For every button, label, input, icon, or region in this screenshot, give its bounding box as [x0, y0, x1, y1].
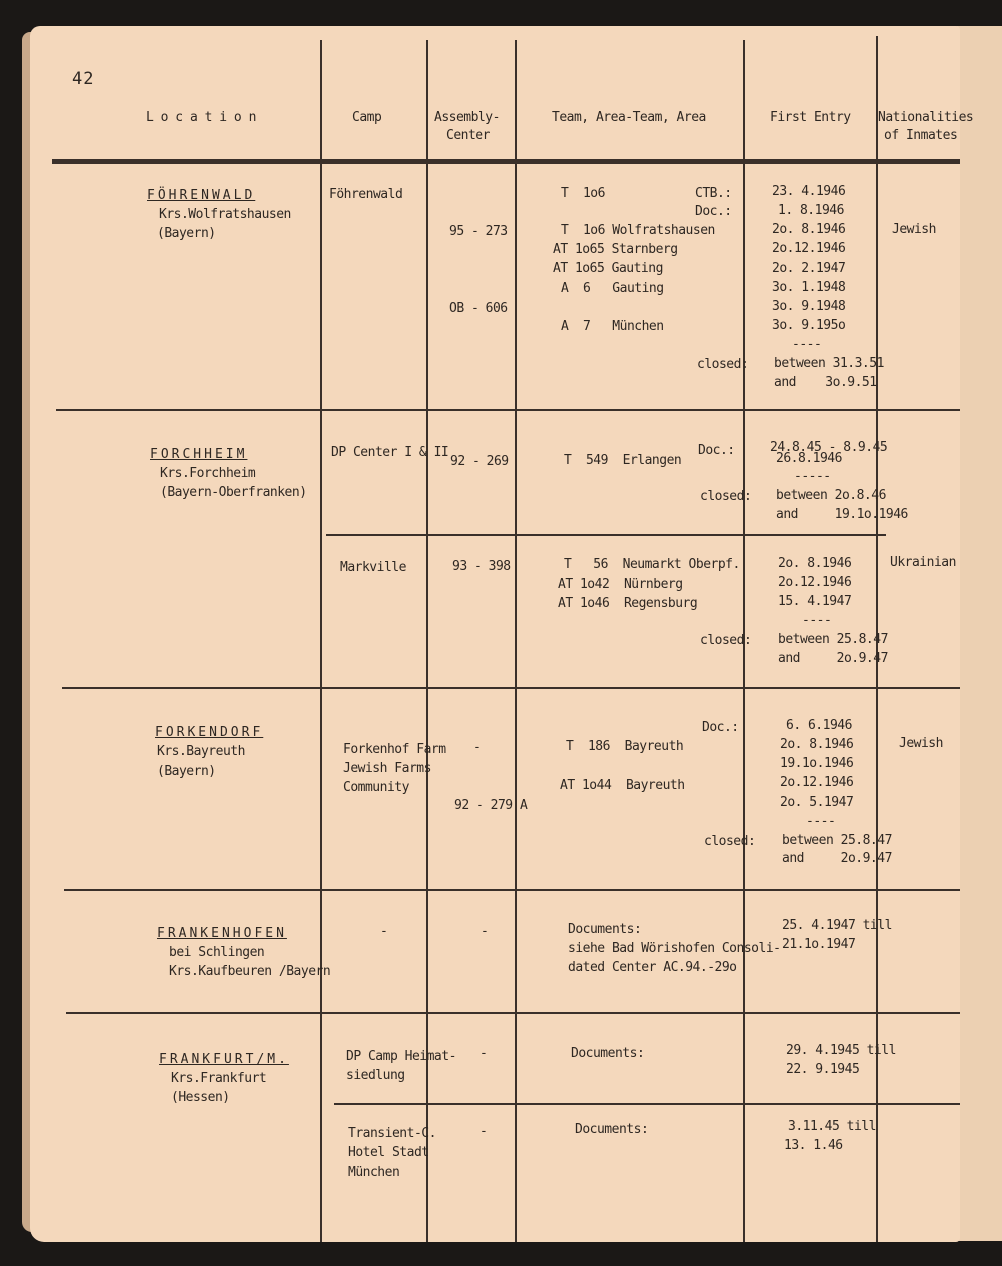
location-district: bei Schlingen — [169, 945, 265, 960]
location-district: Krs.Wolfratshausen — [159, 207, 291, 222]
camp-name: Transient-C. — [348, 1126, 436, 1141]
header-nationalities-1: Nationalities — [878, 110, 974, 125]
team-entry: AT 1o65 Starnberg — [553, 242, 678, 257]
entry-dash: ---- — [792, 337, 822, 352]
entry-date: 25. 4.1947 till — [782, 918, 892, 933]
entry-date: 15. 4.1947 — [778, 594, 852, 609]
assembly-center: OB - 606 — [449, 301, 508, 316]
closed-between: between 25.8.47 — [782, 833, 892, 848]
location-region: (Bayern-Oberfranken) — [160, 485, 307, 500]
location-district: Krs.Frankfurt — [171, 1071, 267, 1086]
entry-date: 2o. 8.1946 — [772, 222, 846, 237]
location-name: FORCHHEIM — [150, 447, 248, 462]
header-nationalities-2: of Inmates — [884, 128, 958, 143]
header-location: L o c a t i o n — [146, 110, 256, 125]
closed-between: between 25.8.47 — [778, 632, 888, 647]
nationality: Jewish — [892, 222, 936, 237]
header-team: Team, Area-Team, Area — [552, 110, 706, 125]
assembly-center: - — [480, 1046, 488, 1061]
entry-date: 2o. 8.1946 — [778, 556, 852, 571]
row-rule-2 — [62, 687, 960, 689]
doc-label: Doc.: — [695, 204, 732, 219]
closed-and: and 3o.9.51 — [774, 375, 877, 390]
team-entry: A 7 München — [561, 319, 664, 334]
team-entry: Documents: — [575, 1122, 649, 1137]
location-name: FRANKFURT/M. — [159, 1052, 289, 1067]
entry-date: 1. 8.1946 — [778, 203, 844, 218]
camp-name: Community — [343, 780, 409, 795]
assembly-center: - — [473, 740, 481, 755]
entry-date: 21.1o.1947 — [782, 937, 856, 952]
camp-name: - — [380, 924, 388, 939]
location-name: FÖHRENWALD — [147, 188, 256, 203]
camp-name: siedlung — [346, 1068, 405, 1083]
team-entry: AT 1o46 Regensburg — [558, 596, 698, 611]
entry-date: 2o. 2.1947 — [772, 261, 846, 276]
camp-name: DP Camp Heimat- — [346, 1049, 456, 1064]
row-rule-1 — [56, 409, 960, 411]
closed-and: and 19.1o.1946 — [776, 507, 908, 522]
assembly-center: 92 - 279 A — [454, 798, 528, 813]
entry-date: 2o. 8.1946 — [780, 737, 854, 752]
entry-date: 23. 4.1946 — [772, 184, 846, 199]
entry-date: 22. 9.1945 — [786, 1062, 860, 1077]
closed-label: closed: — [704, 834, 756, 849]
doc-label: Doc.: — [698, 443, 735, 458]
entry-date: 2o.12.1946 — [772, 241, 846, 256]
team-entry: T 1o6 — [561, 186, 605, 201]
assembly-center: 93 - 398 — [452, 559, 511, 574]
closed-and: and 2o.9.47 — [778, 651, 888, 666]
ctb-label: CTB.: — [695, 186, 732, 201]
team-entry: siehe Bad Wörishofen Consoli- — [568, 941, 781, 956]
location-district: Krs.Bayreuth — [157, 744, 245, 759]
next-page-edge — [955, 26, 1002, 1241]
location-district: Krs.Forchheim — [160, 466, 256, 481]
header-assembly-2: Center — [446, 128, 490, 143]
nationality: Jewish — [899, 736, 943, 751]
row-rule-3 — [64, 889, 960, 891]
team-entry: T 186 Bayreuth — [566, 739, 684, 754]
camp-name: Jewish Farms — [343, 761, 431, 776]
entry-date: 3.11.45 till — [788, 1119, 876, 1134]
entry-date: 29. 4.1945 till — [786, 1043, 896, 1058]
entry-date: 3o. 1.1948 — [772, 280, 846, 295]
header-camp: Camp — [352, 110, 382, 125]
row-rule-1b — [326, 534, 886, 536]
closed-label: closed: — [700, 633, 752, 648]
assembly-center: 95 - 273 — [449, 224, 508, 239]
entry-date: 13. 1.46 — [784, 1138, 843, 1153]
nationality: Ukrainian — [890, 555, 956, 570]
entry-dash: ----- — [794, 469, 831, 484]
location-name: FORKENDORF — [155, 725, 264, 740]
page-number: 42 — [72, 69, 95, 89]
doc-label: Doc.: — [702, 720, 739, 735]
team-entry: T 1o6 Wolfratshausen — [561, 223, 715, 238]
closed-and: and 2o.9.47 — [782, 851, 892, 866]
header-first-entry: First Entry — [770, 110, 851, 125]
col-rule-team — [515, 40, 517, 1242]
location-region: Krs.Kaufbeuren /Bayern — [169, 964, 331, 979]
header-assembly-1: Assembly- — [434, 110, 500, 125]
team-entry: AT 1o42 Nürnberg — [558, 577, 683, 592]
entry-date: 3o. 9.1948 — [772, 299, 846, 314]
closed-label: closed: — [700, 489, 752, 504]
entry-date: 2o.12.1946 — [778, 575, 852, 590]
row-rule-4 — [66, 1012, 960, 1014]
location-region: (Bayern) — [157, 764, 216, 779]
team-entry: T 549 Erlangen — [564, 453, 682, 468]
location-region: (Hessen) — [171, 1090, 230, 1105]
team-entry: dated Center AC.94.-29o — [568, 960, 737, 975]
closed-label: closed: — [697, 357, 749, 372]
camp-name: DP Center I & II — [331, 445, 449, 460]
camp-name: München — [348, 1165, 400, 1180]
assembly-center: - — [481, 924, 489, 939]
entry-date: 3o. 9.195o — [772, 318, 846, 333]
entry-date: 26.8.1946 — [776, 451, 842, 466]
entry-date: 2o. 5.1947 — [780, 795, 854, 810]
team-entry: Documents: — [568, 922, 642, 937]
entry-date: 2o.12.1946 — [780, 775, 854, 790]
document-page — [30, 26, 974, 1242]
team-entry: AT 1o65 Gauting — [553, 261, 663, 276]
team-entry: A 6 Gauting — [561, 281, 664, 296]
entry-date: 24.8.45 - 8.9.45 — [770, 440, 888, 455]
location-name: FRANKENHOFEN — [157, 926, 287, 941]
camp-name: Föhrenwald — [329, 187, 403, 202]
camp-name: Hotel Stadt — [348, 1145, 429, 1160]
camp-name: Forkenhof Farm — [343, 742, 446, 757]
entry-dash: ---- — [802, 613, 832, 628]
assembly-center: - — [480, 1124, 488, 1139]
camp-name: Markville — [340, 560, 406, 575]
entry-date: 6. 6.1946 — [786, 718, 852, 733]
closed-between: between 2o.8.46 — [776, 488, 886, 503]
closed-between: between 31.3.51 — [774, 356, 884, 371]
team-entry: AT 1o44 Bayreuth — [560, 778, 685, 793]
location-region: (Bayern) — [157, 226, 216, 241]
entry-date: 19.1o.1946 — [780, 756, 854, 771]
team-entry: Documents: — [571, 1046, 645, 1061]
team-entry: T 56 Neumarkt Oberpf. — [564, 557, 740, 572]
header-rule — [52, 159, 960, 164]
entry-dash: ---- — [806, 814, 836, 829]
assembly-center: 92 - 269 — [450, 454, 509, 469]
col-rule-camp — [320, 40, 322, 1242]
